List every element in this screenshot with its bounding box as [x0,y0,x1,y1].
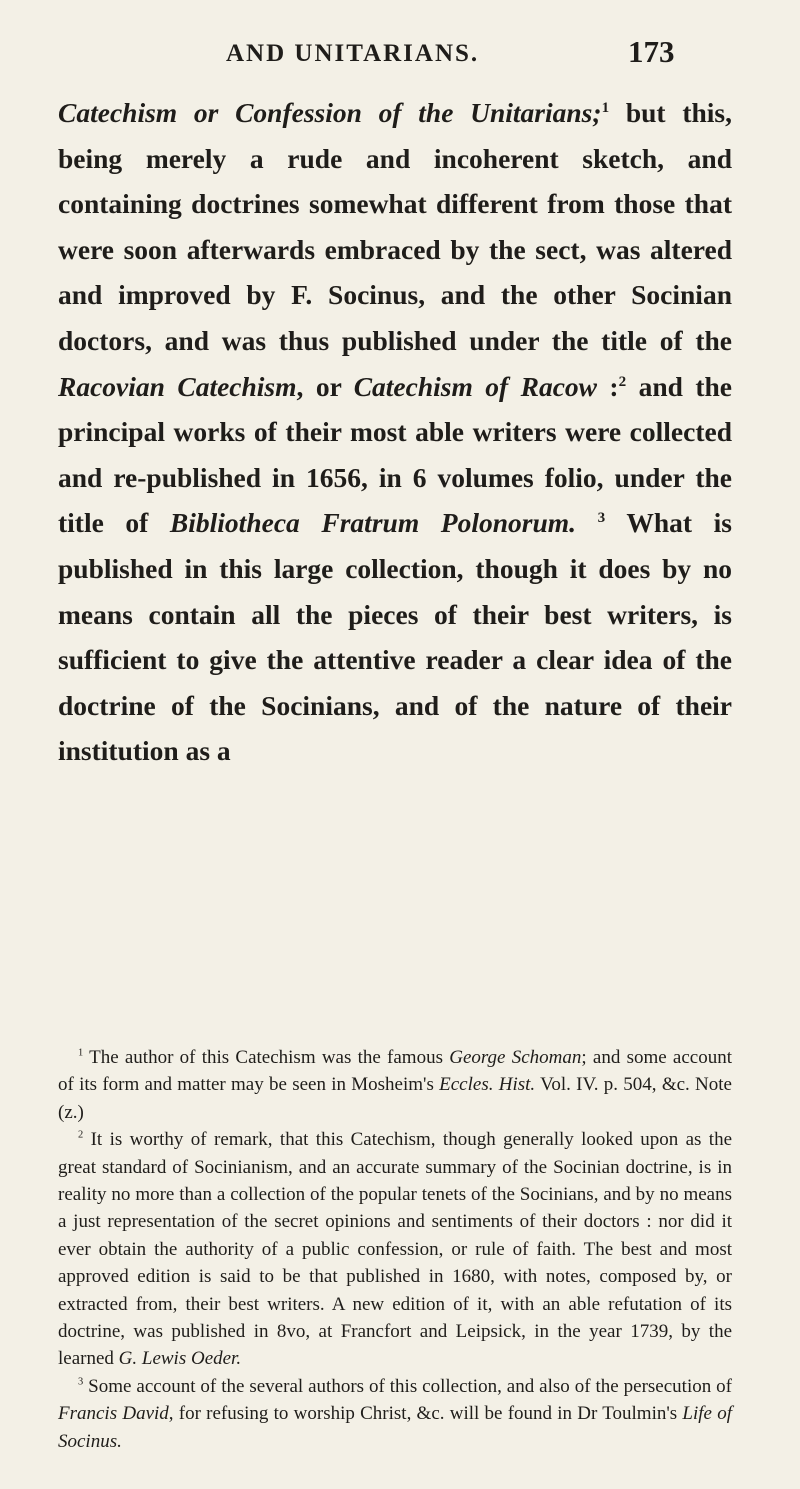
footnote-text: , for refusing to worship Christ, &c. will be found in Dr Toulmin's [168,1403,683,1425]
main-text [58,90,732,774]
footnote-italic: George Schoman [449,1047,582,1068]
footnotes [58,1044,732,1455]
title-catechism-racow: Catechism of Racow [353,370,598,402]
footnote-3 [58,1373,732,1455]
page-number: 173 [628,34,675,69]
footnote-ref-2: 2 [618,373,627,390]
text-segment: What is published in this large collection, though it does by no means contain all the pieces of their best writers, is sufficient to give the attentive reader a clear idea of the doctrine of the Socinians, and of the nature of their institution as a [58,507,732,767]
footnote-mark: 1 [78,1047,84,1059]
footnote-italic: G. Lewis Oeder. [118,1348,242,1370]
footnote-text: Some account of the several authors of this collection, and also of the persecution of [83,1375,732,1397]
footnote-italic: Eccles. Hist. [439,1074,536,1096]
title-catechism-confession: Catechism or Confession of the Unitarians [58,97,593,128]
text-segment: and the principal works of their most able writers were collected and re-published in 1656, in 6 volumes folio, under the title of [58,370,732,539]
footnote-mark: 2 [78,1129,84,1141]
text-segment: but this, being merely a rude and incoherent sketch, and containing doctrines somewhat different from those that were soon afterwards embraced by the sect, was altered and improved by F. Socinus, and the other Socinian doctors, and was thus published under the title of the [58,97,732,356]
footnote-text: The author of this Catechism was the famous [83,1047,450,1068]
text-segment: ; [592,97,602,128]
footnote-1 [58,1044,732,1126]
text-segment: , or [296,370,354,402]
footnote-ref-3: 3 [597,510,606,527]
text-segment: : [597,370,619,402]
title-bibliotheca: Bibliotheca Fratrum Polonorum. [169,507,577,539]
footnote-mark: 3 [78,1376,84,1388]
title-racovian-catechism: Racovian Catechism [58,370,297,402]
running-head: AND UNITARIANS. [226,40,480,67]
footnote-italic: Francis David [58,1403,169,1425]
footnote-2 [58,1126,732,1373]
footnote-ref-1: 1 [601,99,610,116]
footnote-italic: Life of Socinus. [58,1403,732,1452]
main-paragraph [58,90,732,774]
footnote-text: Vol. IV. p. 504, &c. Note (z.) [58,1074,732,1123]
footnote-text: ; and some account of its form and matter may be seen in Mosheim's [58,1047,732,1096]
footnote-text: It is worthy of remark, that this Catechism, though generally looked upon as the great standard of Socinianism, and an accurate summary of the Socinian doctrine, is in reality no more than a collection of the popular tenets of the Socinians, and by no means a just representation of the secret opinions and sentiments of their doctors : nor did it ever obtain the authority of a public confession, or rule of faith. The best and most approved edition is said to be that published in 1680, with notes, composed by, or extracted from, their best writers. A new edition of it, with an able refutation of its doctrine, was published in 8vo, at Francfort and Leipsick, in the year 1739, by the learned [58,1129,732,1370]
